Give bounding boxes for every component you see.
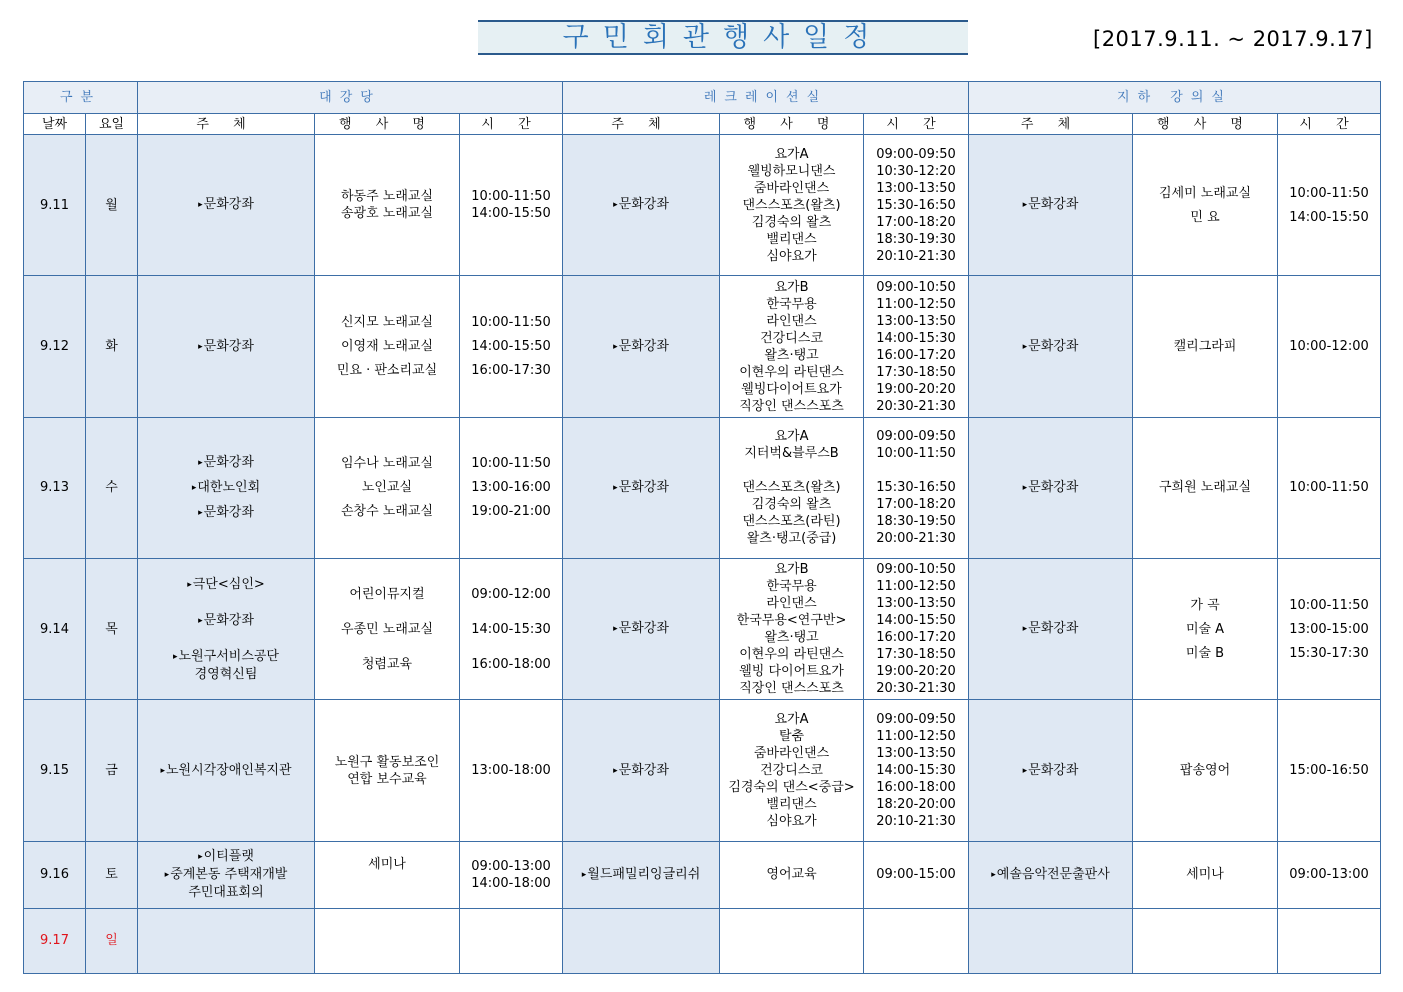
- event-name: 웰빙다이어트요가: [741, 381, 842, 397]
- org-item: ▸극단<심인>: [187, 576, 265, 592]
- event-time: 10:30-12:20: [876, 163, 956, 179]
- event-name: 줌바라인댄스: [753, 746, 830, 762]
- event-name: 손창수 노래교실: [340, 504, 434, 520]
- event-time: 09:00-13:00: [1289, 867, 1369, 883]
- base-time-cell: [1278, 559, 1381, 700]
- event-name: 밸리댄스: [766, 231, 817, 247]
- base-org-cell: [969, 276, 1133, 417]
- event-name: 김경숙의 왈츠: [751, 497, 832, 513]
- event-time: 14:00-15:30: [876, 763, 956, 779]
- event-name: [720, 462, 863, 479]
- event-time: 13:00-18:00: [471, 763, 551, 779]
- event-name: 댄스스포츠(왈츠): [742, 197, 841, 213]
- schedule-table: [23, 81, 1381, 974]
- bullet-marker-icon: ▸: [173, 651, 178, 662]
- base-org-cell: [969, 841, 1133, 908]
- event-name: 지터벅&블루스B: [744, 446, 839, 462]
- date-cell: 9.11: [24, 135, 86, 276]
- base-event-cell: [1133, 700, 1278, 841]
- event-time: 13:00-16:00: [471, 480, 551, 496]
- event-name: 가 곡: [1190, 597, 1220, 613]
- event-name: 왈츠·탱고: [764, 630, 819, 646]
- bullet-marker-icon: ▸: [613, 765, 618, 776]
- day-cell: 월: [86, 135, 138, 276]
- org-item: ▸문화강좌: [613, 621, 669, 637]
- org-item: ▸문화강좌: [613, 479, 669, 495]
- base-org-cell: [969, 417, 1133, 558]
- org-item-continued: 주민대표회의: [188, 885, 264, 901]
- event-name: 탈춤: [778, 729, 805, 745]
- table-row: [24, 417, 1381, 558]
- base-event-cell: [1133, 841, 1278, 908]
- day-cell: 일: [86, 908, 138, 973]
- day-cell: 화: [86, 276, 138, 417]
- event-time: 16:00-18:00: [876, 780, 956, 796]
- base-time-cell: [1278, 908, 1381, 973]
- event-time: 17:30-18:50: [876, 364, 956, 380]
- event-name: 왈츠·탱고: [764, 347, 819, 363]
- table-row: [24, 559, 1381, 700]
- col-hall-event: 행 사 명: [315, 114, 460, 135]
- rec-event-cell: [720, 135, 864, 276]
- org-item: ▸문화강좌: [198, 504, 254, 520]
- rec-time-cell: [864, 417, 969, 558]
- org-item: ▸중계본동 주택재개발: [164, 867, 288, 883]
- rec-org-cell: [563, 908, 720, 973]
- hall-event-cell: [315, 908, 460, 973]
- event-time: 17:00-18:20: [876, 497, 956, 513]
- event-name: 한국무용: [766, 296, 817, 312]
- rec-event-cell: [720, 276, 864, 417]
- date-cell: 9.15: [24, 700, 86, 841]
- event-name: 청렴교육: [361, 656, 413, 672]
- org-item: ▸문화강좌: [1022, 621, 1079, 637]
- event-name: 김경숙의 왈츠: [751, 214, 832, 230]
- event-name: 미술 B: [1185, 645, 1225, 661]
- org-item: ▸월드패밀리잉글리쉬: [581, 866, 701, 882]
- event-time: 16:00-17:30: [471, 363, 551, 379]
- event-time: 20:30-21:30: [876, 681, 956, 697]
- event-time: 13:00-15:00: [1289, 621, 1369, 637]
- event-time: 10:00-11:50: [876, 446, 956, 462]
- event-name: 노인교실: [361, 480, 413, 496]
- hall-org-cell: [138, 417, 315, 558]
- base-event-cell: [1133, 417, 1278, 558]
- rec-org-cell: [563, 135, 720, 276]
- hall-time-cell: [460, 135, 563, 276]
- org-item: ▸문화강좌: [613, 197, 669, 213]
- col-base-event: 행 사 명: [1133, 114, 1278, 135]
- col-hall-time: 시 간: [460, 114, 563, 135]
- base-event-cell: [1133, 135, 1278, 276]
- org-item: ▸문화강좌: [198, 612, 254, 628]
- event-time: 16:00-17:20: [876, 630, 956, 646]
- base-org-cell: [969, 700, 1133, 841]
- bullet-marker-icon: ▸: [613, 624, 618, 635]
- date-cell: 9.13: [24, 417, 86, 558]
- event-name: 웰빙 다이어트요가: [739, 664, 844, 680]
- date-cell: 9.12: [24, 276, 86, 417]
- col-rec-time: 시 간: [864, 114, 969, 135]
- event-name: 김경숙의 댄스<중급>: [728, 780, 855, 796]
- hall-time-cell: [460, 559, 563, 700]
- bullet-marker-icon: ▸: [613, 200, 618, 211]
- base-org-cell: [969, 908, 1133, 973]
- event-name: 요가A: [774, 712, 809, 728]
- event-time: 10:00-11:50: [1289, 480, 1369, 496]
- hall-time-cell: [460, 908, 563, 973]
- base-time-cell: [1278, 417, 1381, 558]
- org-item: ▸대한노인회: [191, 479, 261, 495]
- event-name: 연합 보수교육: [347, 771, 427, 787]
- rec-org-cell: [563, 700, 720, 841]
- event-name: 밸리댄스: [766, 797, 817, 813]
- event-time: 10:00-11:50: [471, 315, 551, 331]
- event-name: 직장인 댄스스포츠: [739, 398, 844, 414]
- rec-event-cell: [720, 417, 864, 558]
- bullet-marker-icon: ▸: [1022, 765, 1028, 776]
- event-name: 댄스스포츠(라틴): [742, 514, 841, 530]
- rec-org-cell: [563, 276, 720, 417]
- rec-time-cell: [864, 135, 969, 276]
- event-time: 16:00-18:00: [471, 656, 551, 672]
- event-name: 김세미 노래교실: [1158, 185, 1252, 201]
- org-item: ▸문화강좌: [1022, 197, 1079, 213]
- day-cell: 수: [86, 417, 138, 558]
- org-item: ▸문화강좌: [1022, 762, 1079, 778]
- bullet-marker-icon: ▸: [991, 869, 996, 880]
- event-time: [864, 462, 968, 479]
- hall-org-cell: [138, 908, 315, 973]
- bullet-marker-icon: ▸: [198, 507, 203, 518]
- org-item: ▸노원구서비스공단: [173, 648, 279, 664]
- event-time: 11:00-12:50: [876, 579, 956, 595]
- org-item: ▸문화강좌: [613, 338, 669, 354]
- event-name: 미술 A: [1185, 621, 1225, 637]
- rec-time-cell: [864, 700, 969, 841]
- event-name: 영어교육: [766, 867, 817, 883]
- event-name: 구희원 노래교실: [1158, 480, 1252, 496]
- event-time: 16:00-17:20: [876, 347, 956, 363]
- rec-event-cell: [720, 908, 864, 973]
- event-time: 10:00-12:00: [1289, 339, 1369, 355]
- event-time: 14:00-15:30: [471, 621, 551, 637]
- hall-org-cell: [138, 559, 315, 700]
- base-event-cell: [1133, 276, 1278, 417]
- event-time: 11:00-12:50: [876, 729, 956, 745]
- event-name: 민요 · 판소리교실: [336, 363, 438, 379]
- event-time: 19:00-20:20: [876, 664, 956, 680]
- event-time: 11:00-12:50: [876, 296, 956, 312]
- table-row: [24, 700, 1381, 841]
- bullet-marker-icon: ▸: [1022, 482, 1028, 493]
- event-name: 건강디스코: [760, 763, 823, 779]
- org-item: ▸예솔음악전문출판사: [991, 866, 1110, 882]
- event-time: 14:00-18:00: [471, 875, 551, 891]
- bullet-marker-icon: ▸: [1022, 624, 1028, 635]
- hall-event-cell: [315, 276, 460, 417]
- event-time: 20:10-21:30: [876, 248, 956, 264]
- event-name: 요가A: [774, 146, 809, 162]
- event-name: 심야요가: [766, 248, 817, 264]
- hall-time-cell: [460, 700, 563, 841]
- hall-event-cell: [315, 841, 460, 908]
- schedule-period: [2017.9.11. ~ 2017.9.17]: [1093, 27, 1373, 51]
- event-name: 라인댄스: [766, 596, 817, 612]
- rec-time-cell: [864, 841, 969, 908]
- event-time: 15:30-17:30: [1289, 645, 1369, 661]
- table-row: [24, 276, 1381, 417]
- org-item: ▸문화강좌: [1022, 479, 1079, 495]
- rec-time-cell: [864, 276, 969, 417]
- event-time: 20:30-21:30: [876, 398, 956, 414]
- rec-org-cell: [563, 841, 720, 908]
- event-name: 임수나 노래교실: [340, 456, 434, 472]
- event-name: 웰빙하모니댄스: [747, 163, 836, 179]
- event-name: 민 요: [1190, 209, 1220, 225]
- hall-event-cell: [315, 135, 460, 276]
- event-name: 댄스스포츠(왈츠): [742, 480, 841, 496]
- bullet-marker-icon: ▸: [198, 852, 203, 863]
- bullet-marker-icon: ▸: [198, 200, 203, 211]
- col-hall-org: 주 체: [138, 114, 315, 135]
- event-name: 라인댄스: [766, 313, 817, 329]
- rec-time-cell: [864, 908, 969, 973]
- event-name: 심야요가: [766, 814, 817, 830]
- org-item-continued: 경영혁신팀: [194, 666, 258, 682]
- bullet-marker-icon: ▸: [613, 482, 618, 493]
- hall-time-cell: [460, 417, 563, 558]
- event-time: 14:00-15:30: [876, 330, 956, 346]
- bullet-marker-icon: ▸: [581, 869, 587, 880]
- event-time: 13:00-13:50: [876, 313, 956, 329]
- date-cell: 9.14: [24, 559, 86, 700]
- bullet-marker-icon: ▸: [1022, 200, 1028, 211]
- event-time: 09:00-09:50: [876, 429, 956, 445]
- column-header-row: [24, 114, 1381, 135]
- event-name: 이영재 노래교실: [340, 339, 434, 355]
- event-time: 13:00-13:50: [876, 746, 956, 762]
- day-cell: 금: [86, 700, 138, 841]
- event-time: 09:00-13:00: [471, 858, 551, 874]
- date-cell: 9.17: [24, 908, 86, 973]
- base-time-cell: [1278, 276, 1381, 417]
- bullet-marker-icon: ▸: [198, 341, 203, 352]
- bullet-marker-icon: ▸: [1022, 341, 1028, 352]
- day-cell: 토: [86, 841, 138, 908]
- section-recreation-room: 레크레이션실: [563, 82, 969, 114]
- event-time: 09:00-10:50: [876, 279, 956, 295]
- event-time: 09:00-09:50: [876, 146, 956, 162]
- event-time: 15:00-16:50: [1289, 763, 1369, 779]
- event-name: 어린이뮤지컬: [349, 586, 425, 602]
- hall-event-cell: [315, 417, 460, 558]
- event-time: 14:00-15:50: [471, 339, 551, 355]
- event-time: 09:00-09:50: [876, 712, 956, 728]
- event-time: 18:20-20:00: [876, 797, 956, 813]
- col-base-time: 시 간: [1278, 114, 1381, 135]
- base-event-cell: [1133, 559, 1278, 700]
- event-time: 10:00-11:50: [471, 189, 551, 205]
- base-event-cell: [1133, 908, 1278, 973]
- bullet-marker-icon: ▸: [198, 615, 203, 626]
- hall-event-cell: [315, 700, 460, 841]
- rec-time-cell: [864, 559, 969, 700]
- section-hall: 대강당: [138, 82, 563, 114]
- event-name: 노원구 활동보조인: [334, 754, 440, 770]
- event-time: 09:00-12:00: [471, 586, 551, 602]
- hall-event-cell: [315, 559, 460, 700]
- org-item: ▸문화강좌: [198, 338, 254, 354]
- bullet-marker-icon: ▸: [191, 482, 197, 493]
- event-time: 17:00-18:20: [876, 214, 956, 230]
- col-date: 날짜: [24, 114, 86, 135]
- event-name: 팝송영어: [1179, 763, 1231, 779]
- event-name: 건강디스코: [760, 330, 823, 346]
- hall-org-cell: [138, 700, 315, 841]
- section-gubun: 구분: [24, 82, 138, 114]
- base-time-cell: [1278, 700, 1381, 841]
- event-time: 09:00-15:00: [876, 867, 956, 883]
- event-name: 세미나: [368, 856, 406, 872]
- section-basement-room: 지하 강의실: [969, 82, 1381, 114]
- date-cell: 9.16: [24, 841, 86, 908]
- org-item: ▸문화강좌: [198, 454, 254, 470]
- day-cell: 목: [86, 559, 138, 700]
- table-row: [24, 841, 1381, 908]
- event-time: 09:00-10:50: [876, 562, 956, 578]
- event-time: 13:00-13:50: [876, 596, 956, 612]
- table-row: [24, 135, 1381, 276]
- event-name: 요가B: [774, 562, 809, 578]
- event-name: 캘리그라피: [1173, 339, 1237, 355]
- org-item: ▸문화강좌: [198, 197, 254, 213]
- event-name: 한국무용<연구반>: [736, 613, 847, 629]
- base-org-cell: [969, 559, 1133, 700]
- event-name: 하동주 노래교실: [340, 189, 434, 205]
- event-time: 19:00-21:00: [471, 504, 551, 520]
- section-header-row: [24, 82, 1381, 114]
- bullet-marker-icon: ▸: [160, 765, 165, 776]
- event-time: 20:10-21:30: [876, 814, 956, 830]
- page-title: 구민회관행사일정: [478, 20, 968, 55]
- event-time: 14:00-15:50: [876, 613, 956, 629]
- base-time-cell: [1278, 135, 1381, 276]
- org-item: ▸노원시각장애인복지관: [160, 762, 292, 778]
- col-rec-event: 행 사 명: [720, 114, 864, 135]
- event-time: 10:00-11:50: [1289, 185, 1369, 201]
- org-item: ▸이티플랫: [198, 849, 254, 865]
- hall-org-cell: [138, 276, 315, 417]
- event-time: 20:00-21:30: [876, 531, 956, 547]
- event-name: 한국무용: [766, 579, 817, 595]
- event-name: 이현우의 라틴댄스: [739, 647, 844, 663]
- event-time: 13:00-13:50: [876, 180, 956, 196]
- event-time: 15:30-16:50: [876, 480, 956, 496]
- event-name: 요가A: [774, 429, 809, 445]
- event-time: 14:00-15:50: [1289, 209, 1369, 225]
- org-item: ▸문화강좌: [613, 762, 669, 778]
- event-name: 신지모 노래교실: [340, 315, 434, 331]
- event-time: 18:30-19:50: [876, 514, 956, 530]
- event-name: 왈츠·탱고(중급): [746, 531, 837, 547]
- col-base-org: 주 체: [969, 114, 1133, 135]
- rec-org-cell: [563, 417, 720, 558]
- event-time: 10:00-11:50: [471, 456, 551, 472]
- event-time: 18:30-19:30: [876, 231, 956, 247]
- bullet-marker-icon: ▸: [198, 457, 203, 468]
- hall-time-cell: [460, 276, 563, 417]
- hall-org-cell: [138, 841, 315, 908]
- event-name: 송광호 노래교실: [340, 206, 434, 222]
- event-name: 우종민 노래교실: [340, 621, 434, 637]
- bullet-marker-icon: ▸: [613, 341, 618, 352]
- event-time: 17:30-18:50: [876, 647, 956, 663]
- event-name: 이현우의 라틴댄스: [739, 364, 844, 380]
- col-day: 요일: [86, 114, 138, 135]
- base-org-cell: [969, 135, 1133, 276]
- rec-event-cell: [720, 559, 864, 700]
- col-rec-org: 주 체: [563, 114, 720, 135]
- rec-event-cell: [720, 700, 864, 841]
- event-time: 14:00-15:50: [471, 206, 551, 222]
- event-name: 줌바라인댄스: [753, 180, 830, 196]
- bullet-marker-icon: ▸: [187, 579, 192, 590]
- event-name: 직장인 댄스스포츠: [739, 681, 844, 697]
- event-name: 세미나: [1186, 867, 1224, 883]
- hall-time-cell: [460, 841, 563, 908]
- org-item: ▸문화강좌: [1022, 338, 1079, 354]
- rec-event-cell: [720, 841, 864, 908]
- rec-org-cell: [563, 559, 720, 700]
- base-time-cell: [1278, 841, 1381, 908]
- event-name: 요가B: [774, 279, 809, 295]
- hall-org-cell: [138, 135, 315, 276]
- event-time: 10:00-11:50: [1289, 597, 1369, 613]
- table-row: [24, 908, 1381, 973]
- event-time: 15:30-16:50: [876, 197, 956, 213]
- event-time: 19:00-20:20: [876, 381, 956, 397]
- bullet-marker-icon: ▸: [164, 870, 170, 881]
